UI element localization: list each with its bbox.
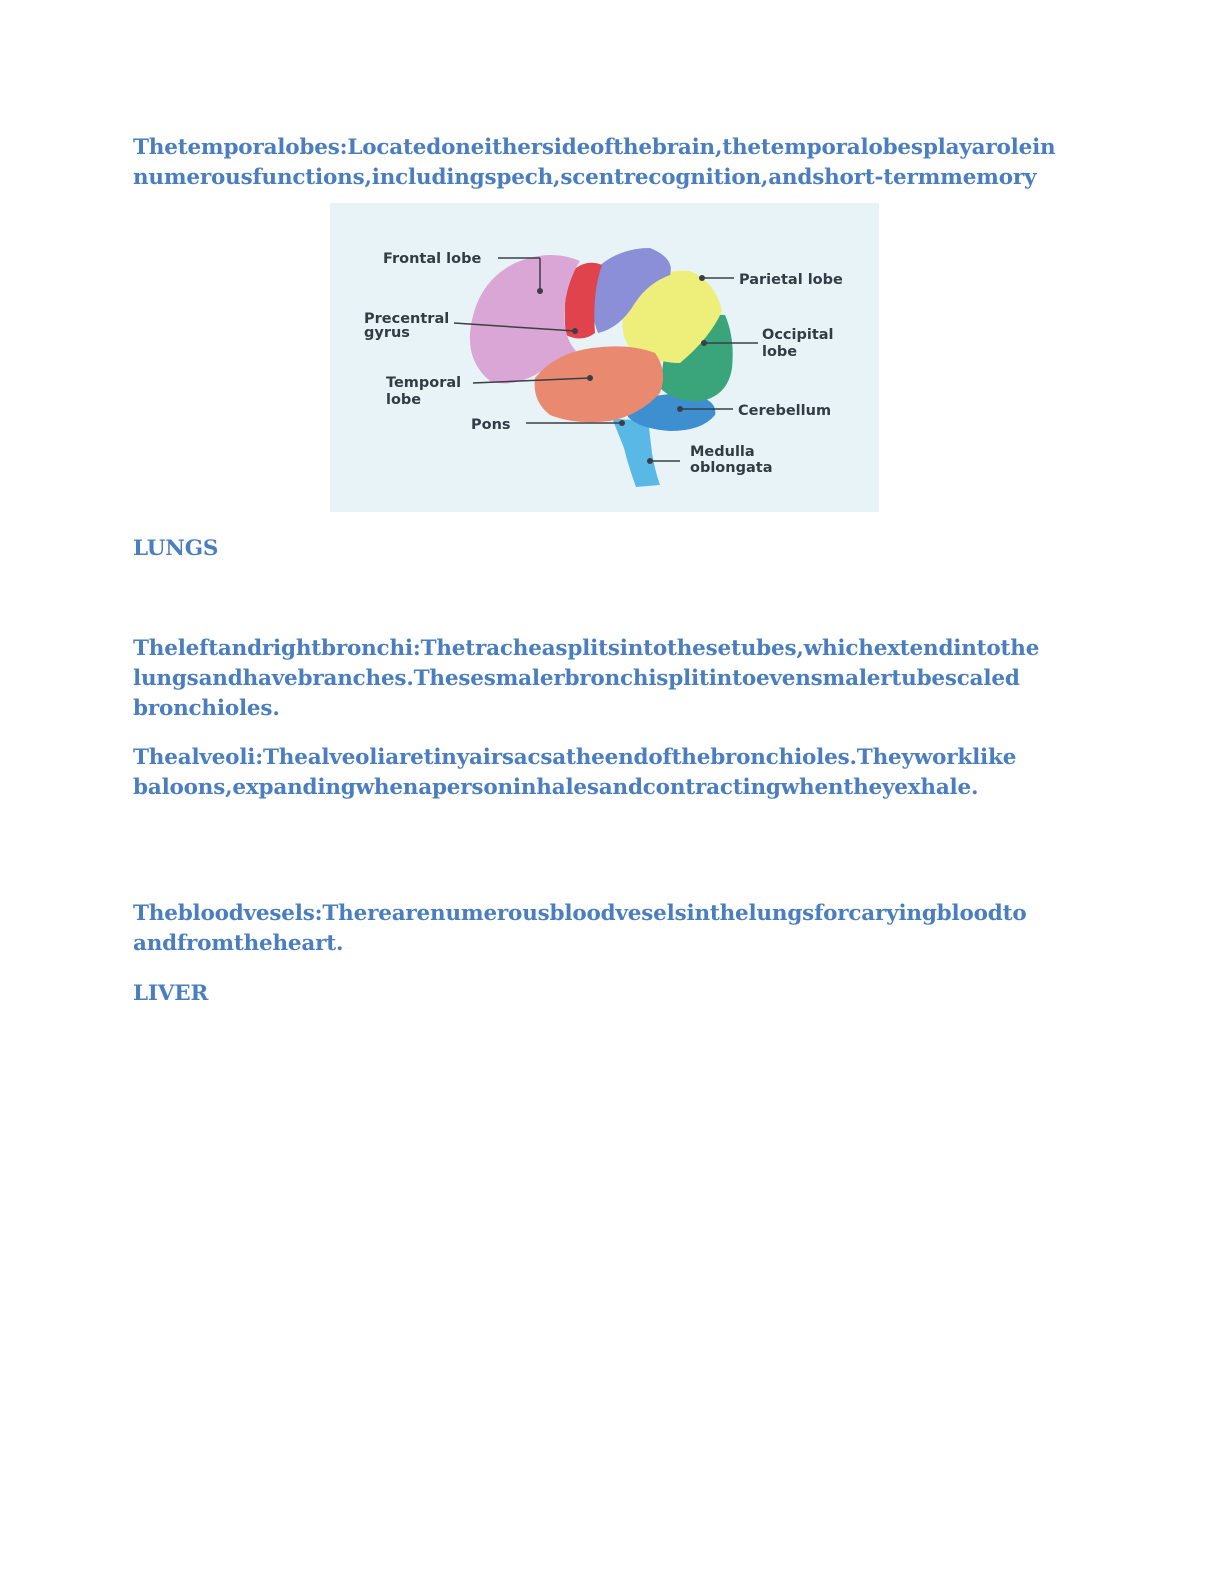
label-parietal-lobe: Parietal lobe (739, 272, 843, 288)
label-medulla-1: Medulla (690, 444, 755, 460)
blood-vessels-paragraph (133, 899, 1026, 959)
label-frontal-lobe: Frontal lobe (383, 251, 482, 267)
label-occipital-1: Occipital (762, 327, 834, 343)
bronchi-paragraph (133, 634, 1039, 724)
lungs-heading: LUNGS (133, 536, 219, 561)
blood-line-1: Thebloodvesels:Therearenumerousbloodveselsinthelungsforcaryingbloodto (133, 901, 1027, 926)
label-cerebellum: Cerebellum (738, 403, 832, 419)
alveoli-paragraph (133, 743, 1016, 803)
label-pons: Pons (471, 417, 511, 433)
bronchi-line-3: bronchioles. (133, 696, 280, 721)
label-temporal-1: Temporal (386, 375, 462, 391)
bronchi-line-2: lungsandhavebranches.Thesesmalerbronchisplitintoevensmalertubescaled (133, 666, 1020, 691)
temporal-line-1: Thetemporalobes:Locatedoneithersideofthebrain,thetemporalobesplayarolein (133, 135, 1056, 160)
label-occipital-2: lobe (762, 344, 798, 360)
alveoli-line-2: baloons,expandingwhenapersoninhalesandcontractingwhentheyexhale. (133, 775, 979, 800)
brain-diagram-svg (330, 203, 879, 512)
blood-line-2: andfromtheheart. (133, 931, 344, 956)
liver-heading: LIVER (133, 981, 209, 1006)
label-precentral-1: Precentral (364, 311, 450, 327)
temporal-lobes-paragraph (133, 133, 1056, 193)
temporal-line-2: numerousfunctions,includingspech,scentrecognition,andshort-termmemory (133, 165, 1037, 190)
bronchi-line-1: Theleftandrightbronchi:Thetracheasplitsintothesetubes,whichextendintothe (133, 636, 1040, 661)
alveoli-line-1: Thealveoli:Thealveoliaretinyairsacsatheendofthebronchioles.Theyworklike (133, 745, 1017, 770)
label-precentral-2: gyrus (364, 325, 410, 341)
brain-diagram (330, 203, 879, 512)
label-medulla-2: oblongata (690, 460, 773, 476)
label-temporal-2: lobe (386, 392, 422, 408)
